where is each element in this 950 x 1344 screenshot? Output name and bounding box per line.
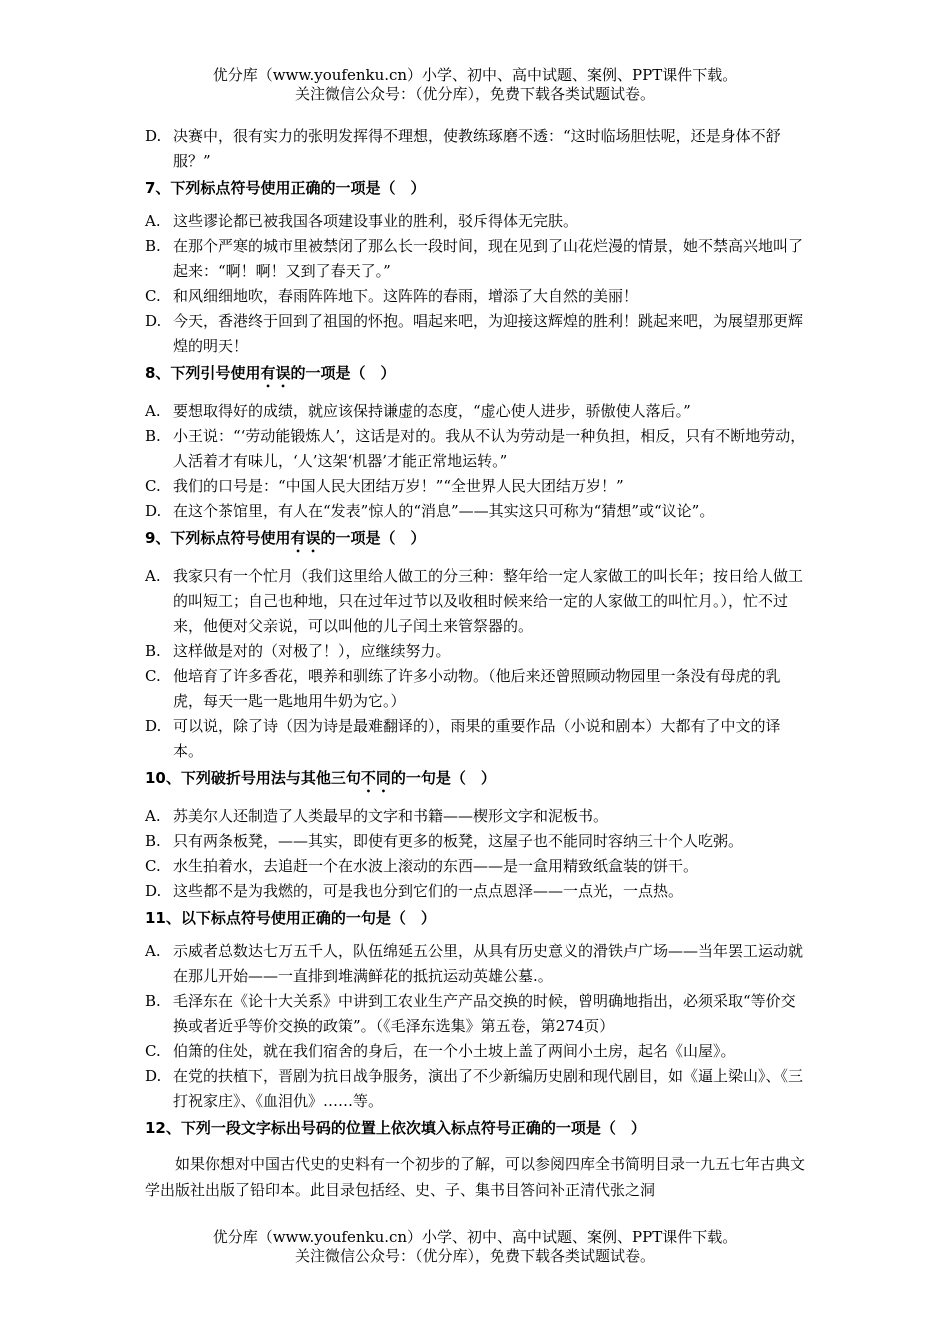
question-7-option-d [145,309,810,359]
option-text: 示威者总数达七万五千人，队伍绵延五公里，从具有历史意义的滑铁卢广场——当年罢工运动就在那儿开始——一直排到堆满鲜花的抵抗运动英雄公墓.。 [173,942,804,985]
option-text: 伯箫的住处，就在我们宿舍的身后，在一个小土坡上盖了两间小土房，起名《山屋》。 [173,1042,736,1060]
question-9-option-a [145,564,810,639]
question-8-option-a [145,399,810,424]
question-10-title [145,766,810,796]
option-text: 在那个严寒的城市里被禁闭了那么长一段时间，现在见到了山花烂漫的情景，她不禁高兴地叫了起来：“啊！啊！又到了春天了。” [173,237,804,280]
header-line-1: 优分库（www.youfenku.cn）小学、初中、高中试题、案例、PPT课件下载。 [212,66,738,84]
question-9-option-c [145,664,810,714]
option-letter: D. [145,312,162,330]
option-text: 和风细细地吹，春雨阵阵地下。这阵阵的春雨，增添了大自然的美丽！ [173,287,639,305]
footer-line-1: 优分库（www.youfenku.cn）小学、初中、高中试题、案例、PPT课件下载。 [212,1228,738,1246]
option-text: 决赛中，很有实力的张明发挥得不理想，使教练琢磨不透：“这时临场胆怯呢，还是身体不舒服？” [173,127,781,170]
option-text: 小王说：“‘劳动能锻炼人’，这话是对的。我从不认为劳动是一种负担，相反，只有不断地劳动，人活着才有味儿，‘人’这架‘机器’才能正常地运转。” [173,427,806,470]
option-letter: D. [145,502,162,520]
option-letter: A. [145,212,161,230]
option-letter: B. [145,992,161,1010]
option-letter: D. [145,882,162,900]
header-line-2: 关注微信公众号：（优分库），免费下载各类试题试卷。 [294,85,655,103]
page-footer [0,1228,950,1266]
question-10-option-d [145,879,810,904]
question-11-option-a [145,939,810,989]
option-letter: C. [145,857,161,875]
option-letter: B. [145,237,161,255]
option-letter: A. [145,807,161,825]
option-text: 可以说，除了诗（因为诗是最难翻译的），雨果的重要作品（小说和剧本）大都有了中文的译本。 [173,717,781,760]
option-letter: D. [145,717,162,735]
option-letter: A. [145,942,161,960]
question-8-title [145,361,810,391]
option-letter: C. [145,1042,161,1060]
question-10-option-b [145,829,810,854]
emphasis-word: 不同 [360,769,391,787]
title-part: 的一句是（ ） [390,769,496,787]
option-letter: A. [145,567,161,585]
question-10-option-c [145,854,810,879]
option-letter: A. [145,402,161,420]
question-11-title: 11、以下标点符号使用正确的一句是（ ） [145,909,436,927]
emphasis-word: 有误 [290,529,321,547]
title-part: 9、下列标点符号使用 [145,529,291,547]
option-letter: C. [145,667,161,685]
question-11-option-d [145,1064,810,1114]
option-text: 苏美尔人还制造了人类最早的文字和书籍——楔形文字和泥板书。 [173,807,609,825]
document-body [145,124,810,1203]
option-letter: B. [145,427,161,445]
question-11-option-b [145,989,810,1039]
title-part: 的一项是（ ） [290,364,396,382]
option-text: 今天，香港终于回到了祖国的怀抱。唱起来吧，为迎接这辉煌的胜利！跳起来吧，为展望那更辉煌的明天！ [173,312,804,355]
question-8 [145,361,810,524]
option-text: 这样做是对的（对极了！），应继续努力。 [173,642,451,660]
option-letter: D. [145,1067,162,1085]
question-7-option-c [145,284,810,309]
option-text: 在党的扶植下，晋剧为抗日战争服务，演出了不少新编历史剧和现代剧目，如《逼上梁山》、《三打祝家庄》、《血泪仇》……等。 [173,1067,804,1110]
question-12-paragraph: 如果你想对中国古代史的史料有一个初步的了解，可以参阅四库全书简明目录一九五七年古典文学出版社出版了铅印本。此目录包括经、史、子、集书目答问补正清代张之洞 [145,1155,806,1199]
question-10-option-a [145,804,810,829]
question-7-title: 7、下列标点符号使用正确的一项是（ ） [145,179,426,197]
title-part: 的一项是（ ） [320,529,426,547]
option-text: 我家只有一个忙月（我们这里给人做工的分三种：整年给一定人家做工的叫长年；按日给人做工的叫短工；自己也种地，只在过年过节以及收租时候来给一定的人家做工的叫忙月。），忙不过来，他便对父亲说，可以叫他的儿子闰土来管祭器的。 [173,567,804,635]
option-letter: D. [145,127,162,145]
question-11 [145,906,810,1114]
question-9-title [145,526,810,556]
question-9 [145,526,810,764]
title-part: 8、下列引号使用 [145,364,261,382]
page-header [0,66,950,104]
question-9-option-d [145,714,810,764]
option-text: 要想取得好的成绩，就应该保持谦虚的态度，“虚心使人进步，骄傲使人落后。” [173,402,691,420]
question-7-option-b [145,234,810,284]
option-text: 在这个茶馆里，有人在“发表”惊人的“消息”——其实这只可称为“猜想”或“议论”。 [173,502,715,520]
emphasis-word: 有误 [260,364,291,382]
question-9-option-b [145,639,810,664]
question-8-option-c [145,474,810,499]
option-letter: C. [145,287,161,305]
footer-line-2: 关注微信公众号：（优分库），免费下载各类试题试卷。 [294,1247,655,1265]
question-8-option-b [145,424,810,474]
question-12 [145,1116,810,1203]
option-text: 只有两条板凳，——其实，即使有更多的板凳，这屋子也不能同时容纳三十个人吃粥。 [173,832,744,850]
option-text: 水生拍着水，去追赶一个在水波上滚动的东西——是一盒用精致纸盒装的饼干。 [173,857,699,875]
option-text: 这些谬论都已被我国各项建设事业的胜利，驳斥得体无完肤。 [173,212,579,230]
prev-question-option-d [145,124,810,174]
question-8-option-d [145,499,810,524]
question-11-option-c [145,1039,810,1064]
option-text: 我们的口号是：“中国人民大团结万岁！”“全世界人民大团结万岁！” [173,477,624,495]
option-text: 毛泽东在《论十大关系》中讲到工农业生产产品交换的时候，曾明确地指出，必须采取“等价交换或者近乎等价交换的政策”。（《毛泽东选集》第五卷，第274页） [173,992,796,1035]
question-7-option-a [145,209,810,234]
option-letter: B. [145,832,161,850]
option-text: 这些都不是为我燃的，可是我也分到它们的一点点恩泽——一点光，一点热。 [173,882,684,900]
option-letter: B. [145,642,161,660]
question-10 [145,766,810,904]
title-part: 10、下列破折号用法与其他三句 [145,769,361,787]
question-12-title: 12、下列一段文字标出号码的位置上依次填入标点符号正确的一项是（ ） [145,1119,646,1137]
option-text: 他培育了许多香花，喂养和驯练了许多小动物。（他后来还曾照顾动物园里一条没有母虎的乳虎，每天一匙一匙地用牛奶为它。） [173,667,781,710]
question-7 [145,176,810,359]
option-letter: C. [145,477,161,495]
